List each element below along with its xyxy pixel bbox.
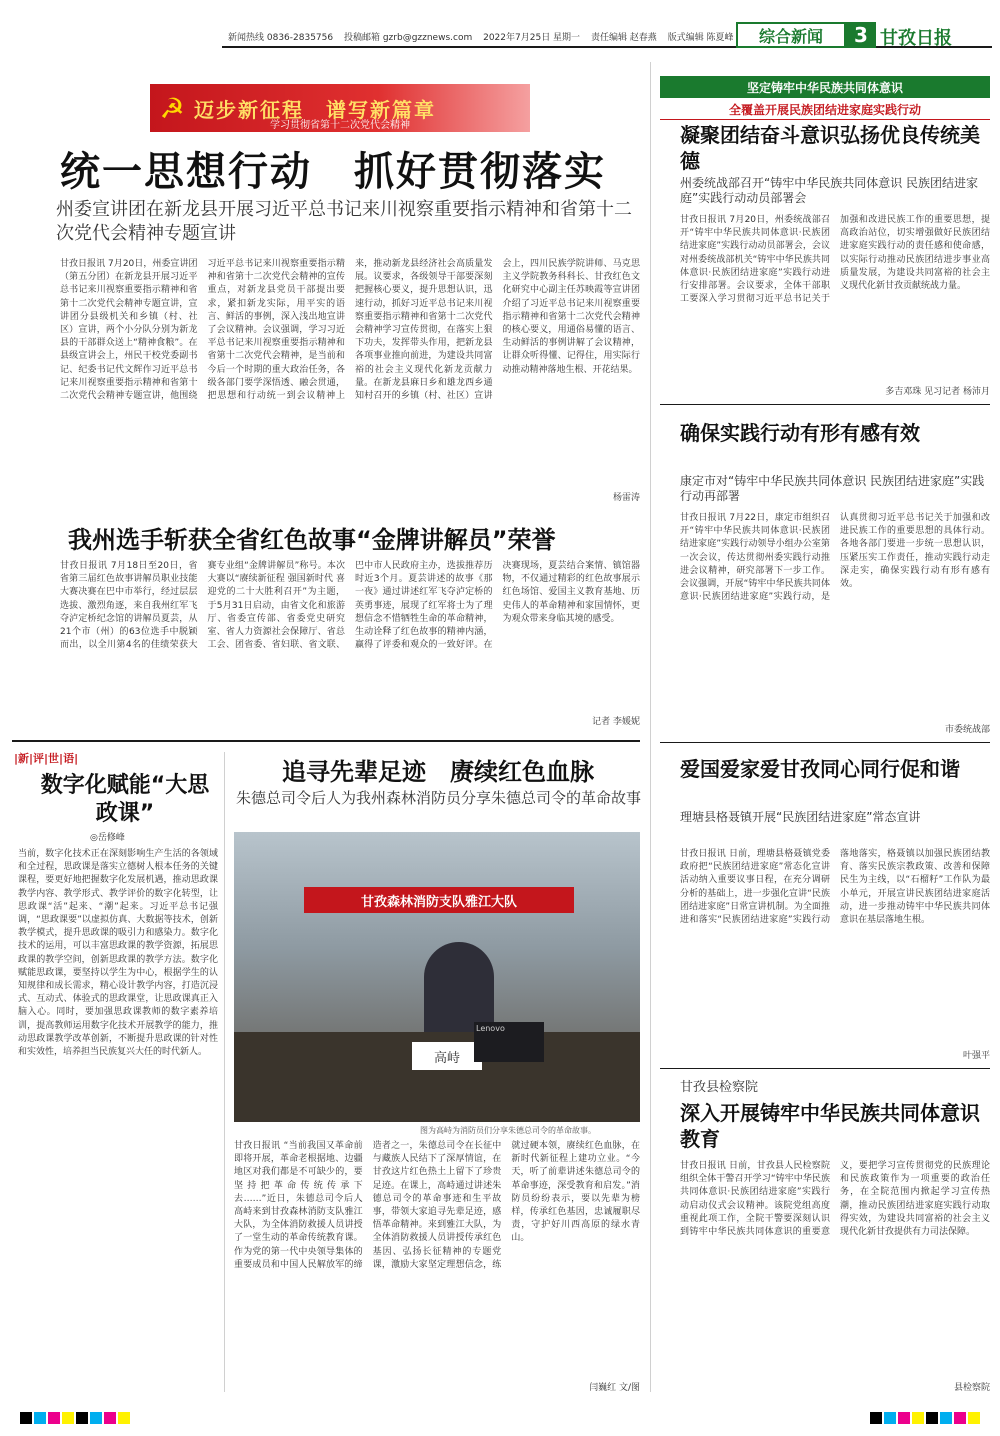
right-story2-deck: 康定市对“铸牢中华民族共同体意识 民族团结进家庭”实践行动再部署 (680, 474, 985, 503)
print-color-bar (0, 1396, 1000, 1436)
right-story2-headline: 确保实践行动有形有感有效 (680, 421, 920, 445)
column-body: 当前，数字化技术正在深刻影响生产生活的各领域和全过程，思政课是落实立德树人根本任务的关键课程，要更好地把握数字化发展机遇，推动思政课教学内容、教学形式、教学评价的数字化转型，让思政课“活”起来、“潮”起来。习近平总书记强调，“思政课要”以虚拟仿真、大数据等技术，创新教学模式，提升思政课的吸引力和感染力。数字化技术的运用，可以丰富思政课的教学资源，拓展思政课的教学空间，创新思政课的教学方法。数字化赋能思政课，要坚持以学生为中心，根据学生的认知规律和成长需求，精心设计教学内容，打造沉浸式、互动式、体验式的思政课堂，让思政课真正入脑入心。同时，要加强思政课教师的数字素养培训，提高教师运用数字化技术开展教学的能力，推动思政课教学改革创新，不断提升思政课的针对性和实效性，培养担当民族复兴大任的时代新人。 (18, 849, 218, 1058)
right-rule-3 (660, 1068, 990, 1069)
nameplate: 高峙 (412, 1042, 482, 1070)
page-number: 3 (846, 22, 876, 48)
right-story4-body: 甘孜日报讯 日前，甘孜县人民检察院组织全体干警召开学习“铸牢中华民族共同体意识·民族团结进家庭”实践行动启动仪式会议精神。该院党组高度重视此项工作，全院干警要深刻认识到铸牢中华民族共同体意识的重要意义，要把学习宣传贯彻党的民族理论和民族政策作为一项重要的政治任务，在全院范围内掀起学习宣传热潮，推动民族团结进家庭实践行动取得实效，为建设共同富裕的社会主义现代化新甘孜提供有力司法保障。 (680, 1161, 990, 1238)
third-deck: 朱德总司令后人为我州森林消防员分享朱德总司令的革命故事 (236, 789, 642, 807)
section-tag: 综合新闻 (736, 22, 846, 48)
third-author: 闫巍红 文/图 (589, 1383, 640, 1393)
right-story4-kicker: 甘孜县检察院 (680, 1080, 759, 1095)
right-story2-author: 市委统战部 (944, 725, 990, 735)
photo-banner-text: 甘孜森林消防支队雅江大队 (304, 887, 574, 913)
photo-caption: 图为高峙为消防员们分享朱德总司令的革命故事。 (420, 1126, 596, 1135)
right-story2-body: 甘孜日报讯 7月22日，康定市组织召开“铸牢中华民族共同体意识·民族团结进家庭”实践行动领导小组办公室第一次会议，传达贯彻州委实践行动推进会议精神，研究部署下一步工作。会议强调，开展“铸牢中华民族共同体意识·民族团结进家庭”实践行动，是认真贯彻习近平总书记关于加强和改进民族工作的重要思想的具体行动。各地各部门要进一步统一思想认识，压紧压实工作责任，推动实践行动走深走实，确保实践行动有形有感有效。 (680, 513, 990, 603)
column-headline: 数字化赋能“大思政课” (40, 773, 210, 826)
column-author: ◎岳修峰 (90, 833, 125, 843)
right-story3-deck: 理塘县格聂镇开展“民族团结进家庭”常态宣讲 (680, 810, 921, 824)
lead-deck: 州委宣讲团在新龙县开展习近平总书记来川视察重要指示精神和省第十二次党代会精神专题宣讲 (56, 199, 632, 244)
third-headline: 追寻先辈足迹 赓续红色血脉 (282, 758, 594, 786)
second-author: 记者 李媛妮 (592, 717, 640, 727)
column-tag: |新|评|世|语| (14, 752, 79, 765)
masthead (0, 0, 1000, 60)
issue-date: 2022年7月25日 星期一 (483, 33, 581, 43)
right-kicker-2: 全覆盖开展民族团结进家庭实践行动 (660, 100, 990, 120)
right-story1-body: 甘孜日报讯 7月20日，州委统战部召开“铸牢中华民族共同体意识·民族团结进家庭”实践行动动员部署会，会议对州委统战部机关“铸牢中华民族共同体意识·民族团结进家庭”实践行动进行安排部署。会议要求，全体干部职工要深入学习贯彻习近平总书记关于加强和改进民族工作的重要思想，提高政治站位，切实增强做好民族团结进家庭实践行动的责任感和使命感，以实际行动推动民族团结进步事业高质量发展，为建设共同富裕的社会主义现代化新甘孜贡献统战力量。 (680, 215, 990, 305)
hotline: 新闻热线 0836-2835756 (228, 33, 334, 43)
color-strip-right (868, 1412, 980, 1424)
lead-headline: 统一思想行动 抓好贯彻落实 (60, 149, 606, 195)
newspaper-logo: 甘孜日报 (880, 28, 952, 49)
email: 投稿邮箱 gzrb@gzznews.com (343, 33, 473, 43)
right-story3-body: 甘孜日报讯 日前，理塘县格聂镇党委政府把“民族团结进家庭”常态化宣讲活动纳入重要议事日程，在充分调研分析的基础上，进一步强化宣讲“民族团结进家庭”日常宣讲机制。为全面推进和落实“民族团结进家庭”实践行动落地落实，格聂镇以加强民族团结教育、落实民族宗教政策、改善和保障民生为主线，以“石榴籽”工作队为最小单元，开展宣讲民族团结进家庭活动，进一步推动铸牢中华民族共同体意识在基层落地生根。 (680, 849, 990, 926)
third-body: 甘孜日报讯 “当前我国又革命前即将开展，革命老根据地、边疆地区对我们都是不可缺少的，要坚持把革命传统传承下去……”近日，朱德总司令后人高峙来到甘孜森林消防支队雅江大队，为全体消防救援人员讲授了一堂生动的革命传统教育课。作为党的第一代中央领导集体的重要成员和中国人民解放军的缔造者之一，朱德总司令在长征中与藏族人民结下了深厚情谊，在甘孜这片红色热土上留下了珍贵足迹。在课上，高峙通过讲述朱德总司令的革命事迹和生平故事，带领大家追寻先辈足迹，感悟革命精神。来到雅江大队，为全体消防救援人员讲授传承红色基因、弘扬长征精神的专题党课，激励大家坚定理想信念，练就过硬本领，赓续红色血脉，在新时代新征程上建功立业。“今天，听了前辈讲述朱德总司令的革命事迹，深受教育和启发。”消防员纷纷表示，要以先辈为榜样，传承红色基因，忠诚履职尽责，守护好川西高原的绿水青山。 (234, 1141, 640, 1270)
right-kicker-1: 坚定铸牢中华民族共同体意识 (660, 76, 990, 98)
second-body: 甘孜日报讯 7月18日至20日，省省第三届红色故事讲解员职业技能大赛决赛在巴中市举行，经过层层选拔、激烈角逐，来自我州红军飞夺泸定桥纪念馆的讲解员夏芸，从21个市（州）的63位选手中脱颖而出，以全川第4名的佳绩荣获大赛专业组“金牌讲解员”称号。本次大赛以“赓续新征程 强国新时代 喜迎党的二十大胜利召开”为主题，于5月31日启动，由省文化和旅游厅、省委宣传部、省委党史研究室、省人力资源社会保障厅、省总工会、团省委、省妇联、省文联、巴中市人民政府主办，选拔推荐历时近3个月。夏芸讲述的故事《那一夜》通过讲述红军飞夺泸定桥的英勇事迹，展现了红军将士为了理想信念不惜牺牲生命的革命精神，生动诠释了红色故事的精神内涵，赢得了评委和观众的一致好评。在决赛现场，夏芸结合案情、镇馆器物，不仅通过精彩的红色故事展示红色场馆、爱国主义教育基地、历史伟人的革命精神和家国情怀，更为观众带来身临其境的感受。 (60, 561, 640, 651)
lead-body: 甘孜日报讯 7月20日，州委宣讲团（第五分团）在新龙县开展习近平总书记来川视察重要指示精神和省第十二次党代会精神专题宣讲，宣讲团分县级机关和乡镇（村、社区）宣讲，两个小分队分别为新龙县的干部群众送上“精神食粮”。在县级宣讲会上，州民干校党委副书记、纪委书记代文辉作习近平总书记来川视察重要指示精神和省第十二次党代会精神专题宣讲，他围绕习近平总书记来川视察重要指示精神和省第十二次党代会精神的宣传重点，对新龙县党员干部提出要求，紧扣新龙实际，用平实的语言、鲜活的事例，深入浅出地宣讲了会议精神。会议强调，学习习近平总书记来川视察重要指示精神和省第十二次党代会精神，是当前和今后一个时期的重大政治任务，各级各部门要学深悟透、融会贯通，把思想和行动统一到会议精神上来，推动新龙县经济社会高质量发展。议要求，各级领导干部要深刻把握核心要义，提升思想认识，迅速行动，抓好习近平总书记来川视察重要指示精神和省第十二次党代会精神学习宣传贯彻，在落实上狠下功夫，发挥带头作用，把新龙县各项事业推向前进，为建设共同富裕的社会主义现代化新龙贡献力量。在新龙县麻日乡和雄龙西乡通知村召开的乡镇（村、社区）宣讲会上，四川民族学院讲师、马克思主义学院教务科科长、甘孜红色文化研究中心副主任苏映霞等宣讲团介绍了习近平总书记来川视察重要指示精神和省第十二次党代会精神的核心要义，用通俗易懂的语言、生动鲜活的事例讲解了会议精神，让群众听得懂、记得住，用实际行动推动精神落地生根、开花结果。 (60, 259, 640, 402)
right-story1-author: 多吉邓珠 见习记者 杨沛月 (885, 387, 990, 397)
banner-subtitle: 学习贯彻省第十二次党代会精神 (270, 120, 410, 131)
feature-banner (150, 84, 530, 132)
right-story3-author: 叶强平 (962, 1051, 990, 1061)
right-rule-2 (660, 742, 990, 743)
right-story1-deck: 州委统战部召开“铸牢中华民族共同体意识 民族团结进家庭”实践行动动员部署会 (680, 176, 979, 205)
layout-editor: 版式编辑 陈夏峰 (667, 33, 734, 43)
laptop (474, 1022, 544, 1062)
right-story4-author: 县检察院 (953, 1383, 990, 1393)
news-photo (234, 832, 640, 1122)
right-story1-headline: 凝聚团结奋斗意识弘扬优良传统美德 (680, 123, 980, 173)
party-emblem-icon: ☭ (159, 91, 185, 125)
editor: 责任编辑 赵春燕 (590, 33, 657, 43)
masthead-info (228, 30, 742, 43)
laptop-brand: Lenovo (476, 1024, 505, 1033)
section-rule (12, 740, 640, 742)
column-divider (650, 62, 651, 1392)
right-story3-headline: 爱国爱家爱甘孜同心同行促和谐 (680, 757, 960, 781)
second-headline: 我州选手斩获全省红色故事“金牌讲解员”荣誉 (68, 526, 556, 554)
masthead-rule (222, 46, 992, 48)
right-rule-1 (660, 404, 990, 405)
lead-author: 杨雷涛 (612, 493, 640, 503)
right-story4-headline: 深入开展铸牢中华民族共同体意识教育 (680, 1101, 980, 1151)
inner-divider (224, 752, 225, 1392)
color-strip-left (20, 1412, 132, 1424)
banner-title: 迈步新征程 谱写新篇章 (194, 97, 436, 122)
